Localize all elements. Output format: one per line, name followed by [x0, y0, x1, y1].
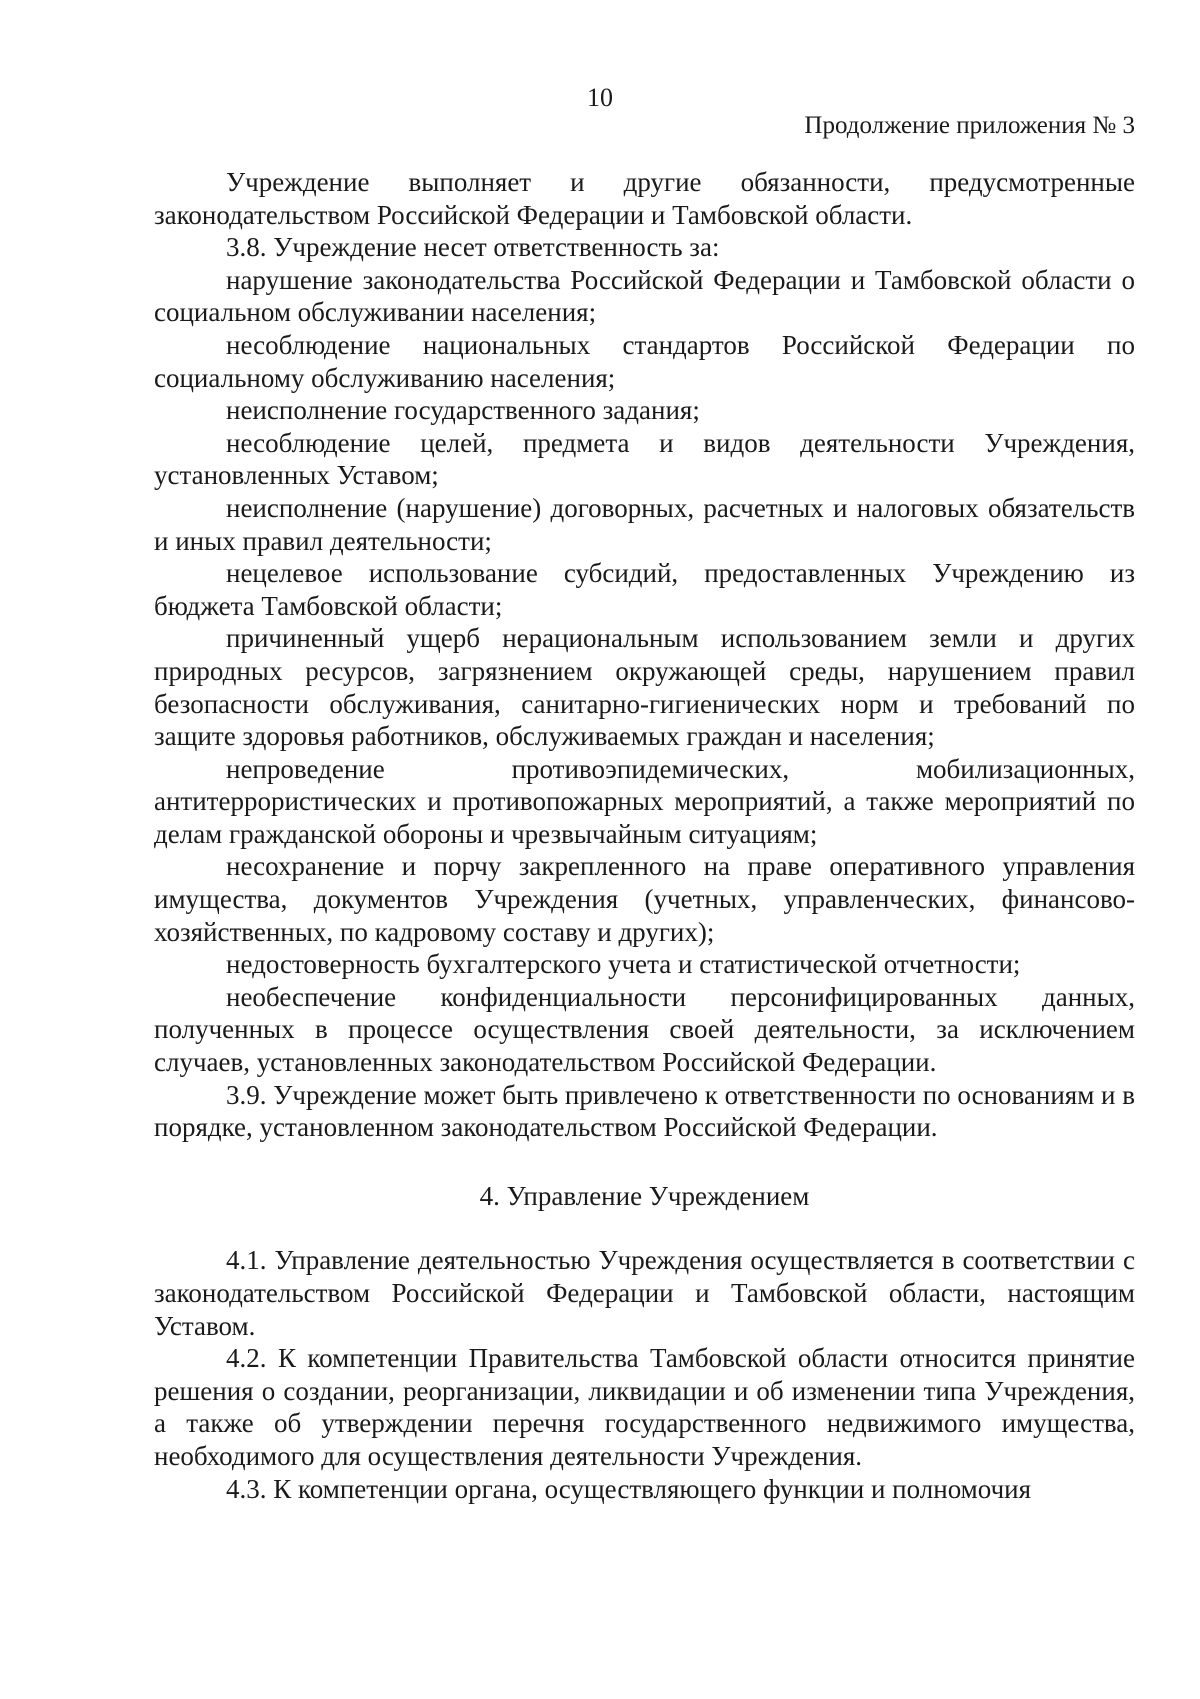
page-number: 10 — [587, 83, 613, 112]
paragraph-3-8: 3.8. Учреждение несет ответственность за: — [226, 232, 720, 263]
paragraph-other-duties: Учреждение выполняет и другие обязанности, предусмотренные законодательством Российской Федерации и Тамбовской области. — [154, 167, 1135, 230]
paragraph-3-9: 3.9. Учреждение может быть привлечено к ответственности по основаниям и в порядке, установленном законодательством Российской Федерации. — [154, 1079, 1135, 1143]
document-body — [154, 166, 1135, 1505]
list-item: необеспечение конфиденциальности персонифицированных данных, полученных в процессе осуществления своей деятельности, за исключением случаев, установленных законодательством Российской Федерации. — [154, 981, 1135, 1078]
list-item: недостоверность бухгалтерского учета и статистической отчетности; — [226, 949, 1021, 980]
appendix-continuation-label: Продолжение приложения № 3 — [804, 112, 1135, 139]
list-item: нарушение законодательства Российской Федерации и Тамбовской области о социальном обслуживании населения; — [154, 264, 1135, 328]
section-heading: 4. Управление Учреждением — [479, 1180, 810, 1211]
paragraph-4-1: 4.1. Управление деятельностью Учреждения осуществляется в соответствии с законодательством Российской Федерации и Тамбовской области, настоящим Уставом. — [154, 1245, 1135, 1341]
list-item: несохранение и порчу закрепленного на праве оперативного управления имущества, документов Учреждения (учетных, управленческих, финансово-хозяйственных, по кадровому составу и других); — [154, 851, 1135, 947]
list-item: неисполнение (нарушение) договорных, расчетных и налоговых обязательств и иных правил деятельности; — [154, 492, 1135, 556]
list-item: неисполнение государственного задания; — [226, 395, 700, 426]
list-item: несоблюдение национальных стандартов Российской Федерации по социальному обслуживанию населения; — [154, 329, 1135, 393]
list-item: причиненный ущерб нерациональным использованием земли и других природных ресурсов, загрязнением окружающей среды, нарушением правил безопасности обслуживания, санитарно-гигиенических норм и требований по защите здоровья работников, обслуживаемых граждан и населения; — [154, 623, 1135, 752]
paragraph-4-2: 4.2. К компетенции Правительства Тамбовской области относится принятие решения о создании, реорганизации, ликвидации и об изменении типа Учреждения, а также об утверждении перечня государственного недвижимого имущества, необходимого для осуществления деятельности Учреждения. — [154, 1343, 1135, 1471]
list-item: нецелевое использование субсидий, предоставленных Учреждению из бюджета Тамбовской области; — [154, 558, 1135, 621]
list-item: несоблюдение целей, предмета и видов деятельности Учреждения, установленных Уставом; — [154, 427, 1135, 491]
paragraph-4-3: 4.3. К компетенции органа, осуществляющего функции и полномочия — [226, 1473, 1032, 1504]
list-item: непроведение противоэпидемических, мобилизационных, антитеррористических и противопожарных мероприятий, а также мероприятий по делам гражданской обороны и чрезвычайным ситуациям; — [154, 753, 1135, 849]
